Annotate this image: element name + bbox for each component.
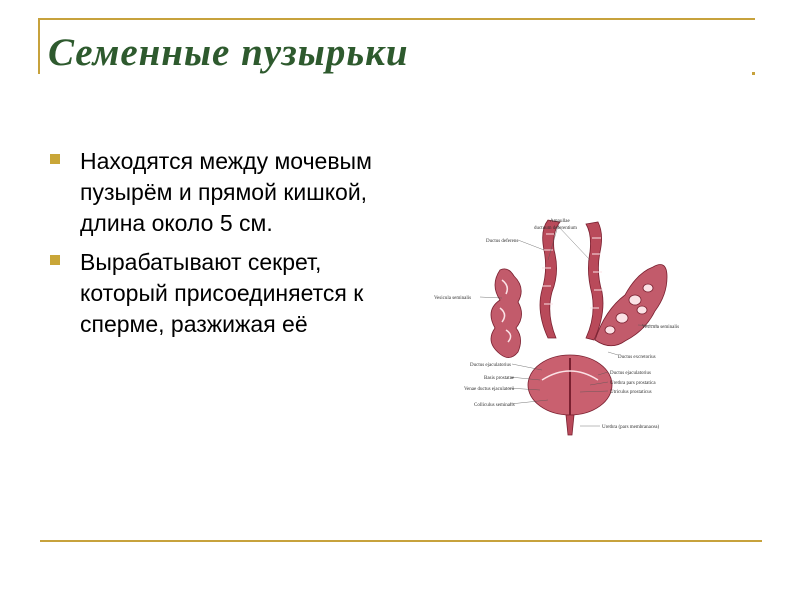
label-utriculus: Utriculus prostaticus bbox=[610, 390, 652, 395]
label-basis-prostatae: Basis prostatae bbox=[484, 376, 515, 381]
seminal-vesicles-illustration bbox=[430, 180, 710, 440]
label-ampullae-2: ductuum deferentium bbox=[534, 226, 577, 231]
bullet-list bbox=[50, 146, 395, 348]
label-urethra-membranacea: Urethra (pars membranacea) bbox=[602, 425, 660, 430]
left-border-line bbox=[38, 18, 40, 74]
label-urethra-prostatica: Urethra pars prostatica bbox=[610, 381, 656, 386]
bullet-square-icon bbox=[50, 154, 60, 164]
bullet-square-icon bbox=[50, 255, 60, 265]
bullet-item bbox=[50, 247, 395, 340]
bullet-item bbox=[50, 146, 395, 239]
label-colliculus: Colliculus seminalis bbox=[474, 403, 515, 408]
label-venae: Venae ductus ejaculatorii bbox=[464, 387, 515, 392]
corner-dot bbox=[752, 72, 755, 75]
label-vesicula-left: Vesicula seminalis bbox=[434, 296, 472, 301]
bottom-border-line bbox=[40, 540, 762, 542]
label-ductus-excretorius: Ductus excretorius bbox=[618, 355, 656, 360]
top-border-line bbox=[38, 18, 755, 20]
label-ductus-ejaculatorius-left: Ductus ejaculatorius bbox=[470, 363, 511, 368]
label-ductus-deferens: Ductus deferens bbox=[486, 239, 519, 244]
bullet-text: Находятся между мочевым пузырём и прямой кишкой, длина около 5 см. bbox=[80, 148, 372, 236]
label-ductus-ejaculatorius-right: Ductus ejaculatorius bbox=[610, 371, 651, 376]
slide-title: Семенные пузырьки bbox=[48, 31, 409, 74]
label-ampullae: Ampullae bbox=[550, 219, 570, 224]
label-vesicula-right: Vesicula seminalis bbox=[642, 325, 680, 330]
organ-drawing bbox=[491, 220, 667, 435]
bullet-text: Вырабатывают секрет, который присоединяется к сперме, разжижая её bbox=[80, 249, 364, 337]
